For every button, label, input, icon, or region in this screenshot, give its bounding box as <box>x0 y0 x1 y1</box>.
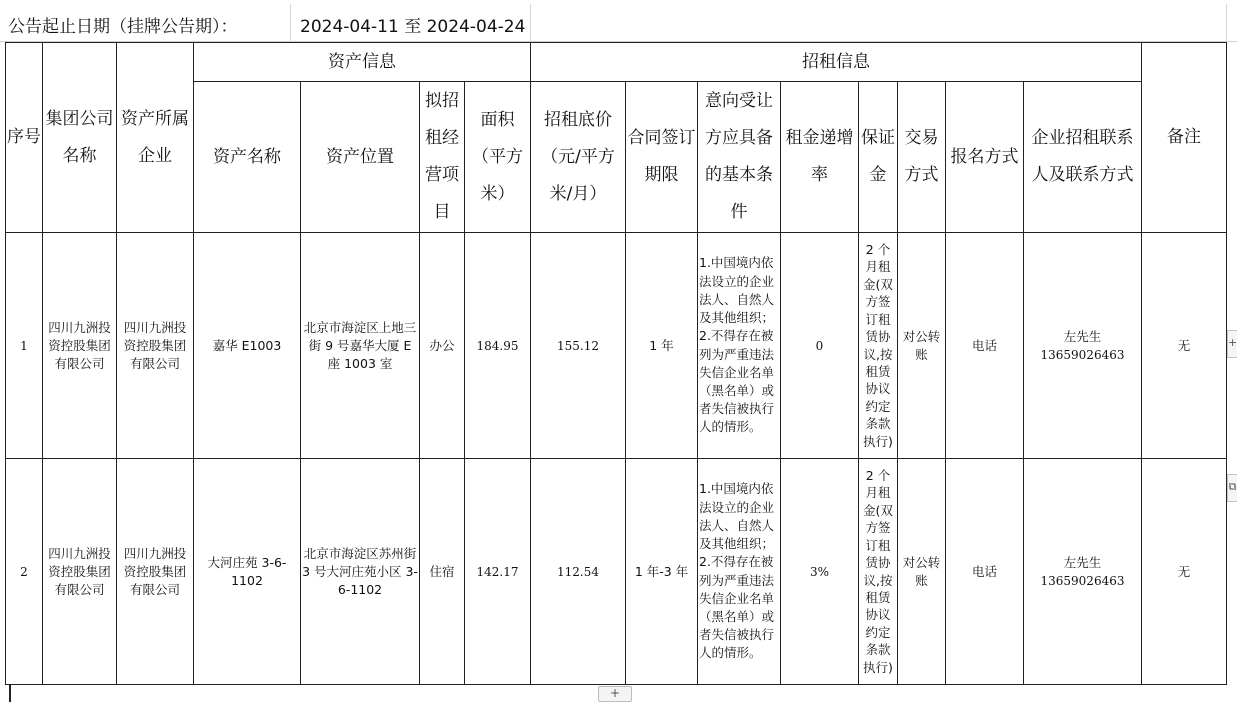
header-intended-use[interactable]: 拟招租经营项目 <box>420 82 465 233</box>
header-rent-increase[interactable]: 租金递增率 <box>781 82 859 233</box>
cell-group-company[interactable]: 四川九洲投资控股集团有限公司 <box>43 233 117 459</box>
cell-deposit[interactable]: 2 个月租金(双方签订租赁协议,按租赁协议约定条款执行) <box>859 459 898 685</box>
header-asset-owner[interactable]: 资产所属企业 <box>117 43 194 233</box>
cell-asset-location[interactable]: 北京市海淀区上地三街 9 号嘉华大厦 E 座 1003 室 <box>301 233 420 459</box>
add-sheet-button[interactable]: + <box>598 686 632 702</box>
contact-phone: 13659026463 <box>1040 347 1125 362</box>
contact-name: 左先生 <box>1063 554 1102 570</box>
notice-period-label: 公告起止日期（挂牌公告期）： <box>8 17 238 37</box>
cell-divider <box>1226 4 1227 42</box>
cell-asset-owner[interactable]: 四川九洲投资控股集团有限公司 <box>117 459 194 685</box>
cell-rent-increase[interactable]: 3% <box>781 459 859 685</box>
header-rent-info[interactable]: 招租信息 <box>531 43 1142 82</box>
cell-group-company[interactable]: 四川九洲投资控股集团有限公司 <box>43 459 117 685</box>
cell-divider <box>290 4 291 42</box>
cell-area[interactable]: 142.17 <box>465 459 531 685</box>
header-asset-location[interactable]: 资产位置 <box>301 82 420 233</box>
contact-phone: 13659026463 <box>1040 573 1125 588</box>
contact-name: 左先生 <box>1063 328 1102 344</box>
cell-intended-use[interactable]: 住宿 <box>420 459 465 685</box>
header-signup-method[interactable]: 报名方式 <box>946 82 1024 233</box>
header-seq[interactable]: 序号 <box>6 43 43 233</box>
cell-signup-method[interactable]: 电话 <box>946 233 1024 459</box>
cell-conditions[interactable]: 1.中国境内依法设立的企业法人、自然人及其他组织；2.不得存在被列为严重违法失信企业名单（黑名单）或者失信被执行人的情形。 <box>698 459 781 685</box>
header-area[interactable]: 面积（平方米） <box>465 82 531 233</box>
cell-seq[interactable]: 1 <box>6 233 43 459</box>
cell-conditions[interactable]: 1.中国境内依法设立的企业法人、自然人及其他组织；2.不得存在被列为严重违法失信企业名单（黑名单）或者失信被执行人的情形。 <box>698 233 781 459</box>
cell-base-price[interactable]: 155.12 <box>531 233 626 459</box>
cell-contact[interactable] <box>1024 459 1142 685</box>
cell-contract-term[interactable]: 1 年 <box>626 233 698 459</box>
header-remarks[interactable]: 备注 <box>1142 43 1227 233</box>
table-row <box>6 233 1227 459</box>
cell-contract-term[interactable]: 1 年-3 年 <box>626 459 698 685</box>
notice-period-bar <box>0 0 1237 42</box>
header-contract-term[interactable]: 合同签订期限 <box>626 82 698 233</box>
side-add-button[interactable]: + <box>1227 330 1237 358</box>
cell-asset-owner[interactable]: 四川九洲投资控股集团有限公司 <box>117 233 194 459</box>
header-deposit[interactable]: 保证金 <box>859 82 898 233</box>
cell-area[interactable]: 184.95 <box>465 233 531 459</box>
rental-table <box>5 42 1227 685</box>
table-row <box>6 459 1227 685</box>
header-trade-method[interactable]: 交易方式 <box>898 82 946 233</box>
cell-divider <box>530 4 531 42</box>
header-group-company[interactable]: 集团公司名称 <box>43 43 117 233</box>
cell-deposit[interactable]: 2 个月租金(双方签订租赁协议,按租赁协议约定条款执行) <box>859 233 898 459</box>
cell-intended-use[interactable]: 办公 <box>420 233 465 459</box>
cell-trade-method[interactable]: 对公转账 <box>898 233 946 459</box>
cell-base-price[interactable]: 112.54 <box>531 459 626 685</box>
header-contact[interactable]: 企业招租联系人及联系方式 <box>1024 82 1142 233</box>
cell-asset-name[interactable]: 大河庄苑 3-6-1102 <box>194 459 301 685</box>
header-conditions[interactable]: 意向受让方应具备的基本条件 <box>698 82 781 233</box>
cell-asset-location[interactable]: 北京市海淀区苏州街 3 号大河庄苑小区 3-6-1102 <box>301 459 420 685</box>
cell-asset-name[interactable]: 嘉华 E1003 <box>194 233 301 459</box>
cell-seq[interactable]: 2 <box>6 459 43 685</box>
cell-trade-method[interactable]: 对公转账 <box>898 459 946 685</box>
cell-contact[interactable] <box>1024 233 1142 459</box>
notice-period-value[interactable]: 2024-04-11 至 2024-04-24 <box>300 17 526 37</box>
header-asset-info[interactable]: 资产信息 <box>194 43 531 82</box>
header-asset-name[interactable]: 资产名称 <box>194 82 301 233</box>
cell-remarks[interactable]: 无 <box>1142 459 1227 685</box>
cell-signup-method[interactable]: 电话 <box>946 459 1024 685</box>
side-copy-button[interactable]: ⧉ <box>1227 474 1237 502</box>
text-cursor <box>9 685 11 702</box>
cell-rent-increase[interactable]: 0 <box>781 233 859 459</box>
cell-remarks[interactable]: 无 <box>1142 233 1227 459</box>
header-base-price[interactable]: 招租底价（元/平方米/月） <box>531 82 626 233</box>
